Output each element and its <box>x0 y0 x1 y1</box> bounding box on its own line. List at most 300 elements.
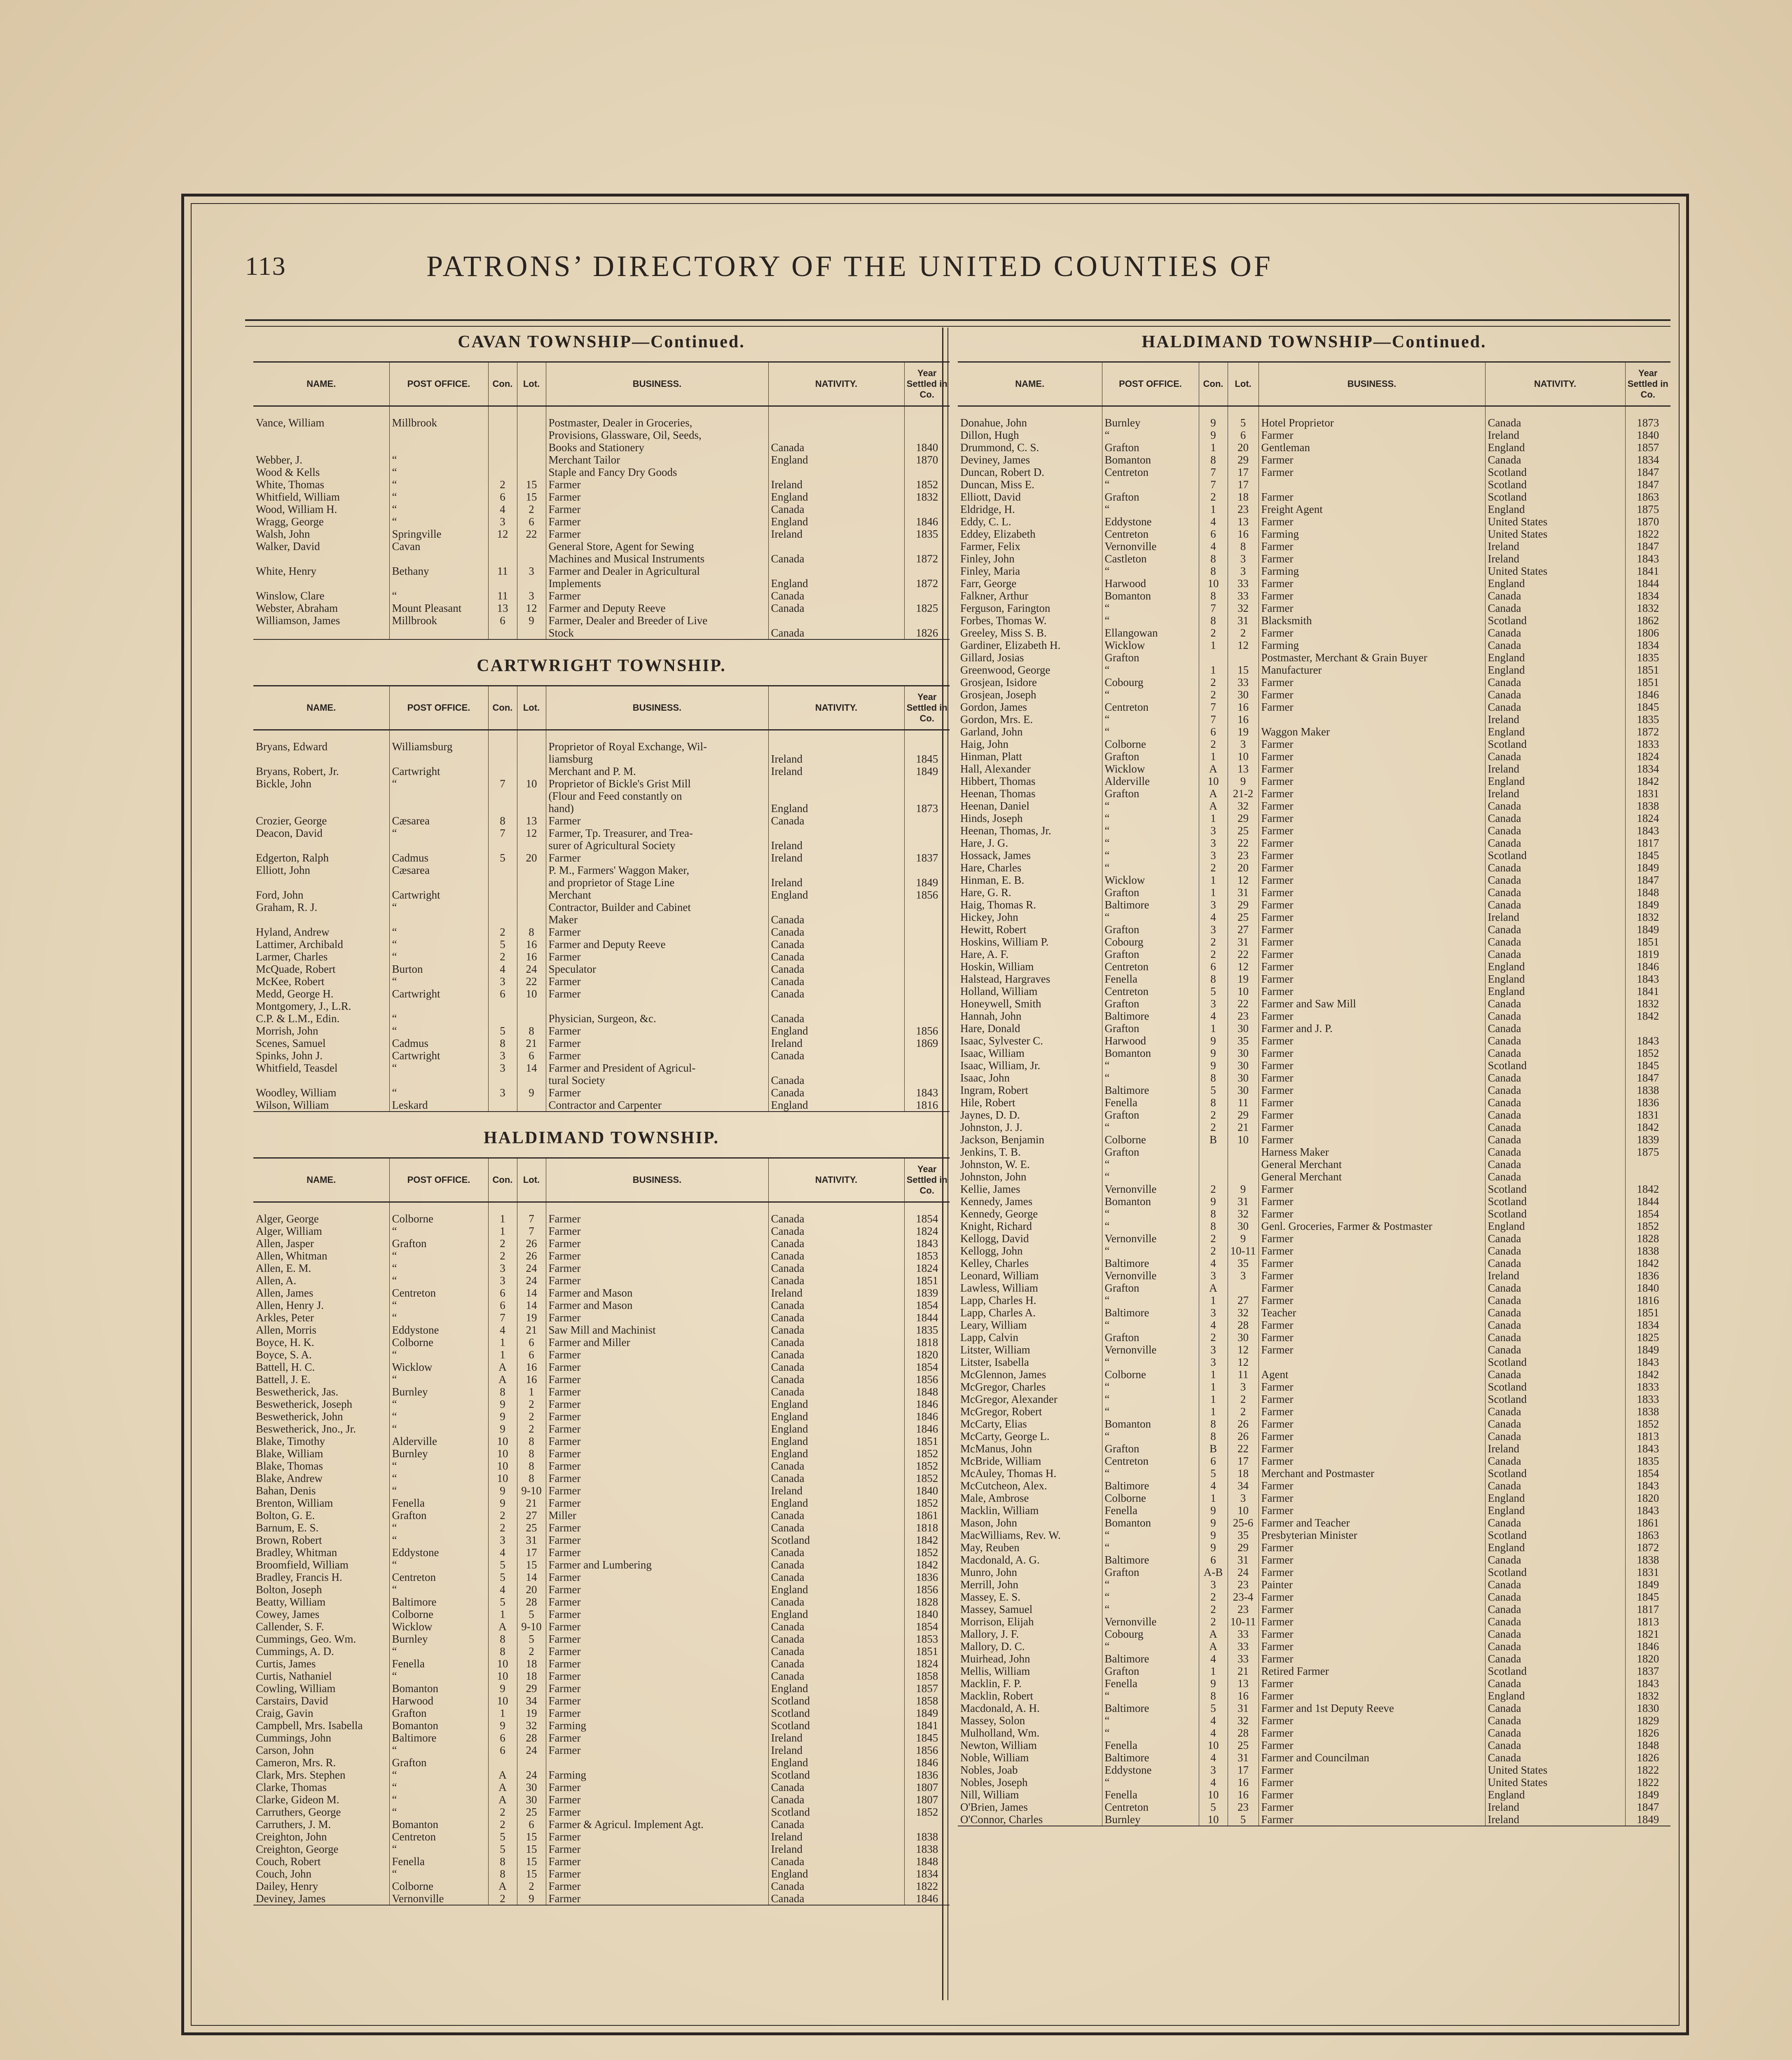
table-row <box>958 688 1670 701</box>
nativity-cell: England <box>768 1583 904 1596</box>
nativity-cell: Canada <box>1485 1628 1625 1640</box>
name-cell: C.P. & L.M., Edin. <box>256 1012 340 1025</box>
nativity-cell: Canada <box>768 950 904 963</box>
post-office-cell: “ <box>389 1225 488 1237</box>
table-row <box>958 1529 1670 1541</box>
con-cell: 3 <box>1199 824 1228 837</box>
table-row <box>958 1344 1670 1356</box>
name-cell: Graham, R. J. <box>256 901 318 913</box>
column-header-nativity: NATIVITY. <box>768 362 904 406</box>
table-row <box>253 441 950 454</box>
nativity-cell <box>768 540 904 552</box>
table-row <box>958 1517 1670 1529</box>
lot-cell: 26 <box>517 1237 546 1250</box>
table-spacer-row <box>253 406 950 417</box>
lot-cell: 9 <box>1228 1232 1259 1245</box>
year-cell <box>904 963 950 975</box>
year-cell <box>904 790 950 802</box>
lot-cell: 14 <box>517 1571 546 1583</box>
post-office-cell: Centreton <box>1102 466 1199 478</box>
post-office-cell: Centreton <box>1102 985 1199 997</box>
con-cell: A <box>488 1793 517 1806</box>
year-cell: 1854 <box>904 1620 950 1633</box>
business-cell: Farmer <box>546 1250 768 1262</box>
lot-cell <box>517 627 546 639</box>
year-cell: 1851 <box>1625 664 1670 676</box>
post-office-cell <box>389 627 488 639</box>
lot-cell: 10 <box>1228 1504 1259 1517</box>
nativity-cell: Canada <box>1485 874 1625 886</box>
business-cell: Farmer <box>1259 837 1485 849</box>
year-cell: 1825 <box>904 602 950 614</box>
post-office-cell: “ <box>389 1472 488 1484</box>
year-cell: 1816 <box>1625 1294 1670 1306</box>
lot-cell: 29 <box>517 1682 546 1695</box>
lot-cell <box>517 1756 546 1769</box>
name-cell <box>253 552 389 565</box>
con-cell: 8 <box>488 1386 517 1398</box>
post-office-cell: Vernonville <box>1102 1344 1199 1356</box>
con-cell: 9 <box>1199 1195 1228 1208</box>
lot-cell: 30 <box>1228 1022 1259 1035</box>
business-cell: Maker <box>546 913 768 926</box>
con-cell: 8 <box>488 1037 517 1049</box>
section-title: HALDIMAND TOWNSHIP. <box>484 1128 719 1147</box>
business-cell: Farmer <box>1259 491 1485 503</box>
business-cell: Farmer <box>546 1025 768 1037</box>
year-cell: 1834 <box>904 1868 950 1880</box>
table-row <box>958 948 1670 960</box>
post-office-cell: Burnley <box>389 1386 488 1398</box>
year-cell: 1849 <box>1625 923 1670 936</box>
spacer-cell <box>904 406 950 417</box>
name-cell: May, Reuben <box>960 1541 1020 1554</box>
con-cell: 8 <box>1199 454 1228 466</box>
year-cell: 1853 <box>904 1633 950 1645</box>
name-cell: Muirhead, John <box>960 1653 1030 1665</box>
table-row <box>958 515 1670 528</box>
year-cell: 1847 <box>1625 466 1670 478</box>
table-row <box>958 824 1670 837</box>
lot-cell <box>517 765 546 777</box>
con-cell: 4 <box>1199 1714 1228 1727</box>
business-cell: Farmer <box>546 503 768 515</box>
business-cell: Farmer <box>546 1806 768 1818</box>
post-office-cell: Baltimore <box>1102 1751 1199 1764</box>
nativity-cell: England <box>768 1756 904 1769</box>
nativity-cell: England <box>768 1608 904 1620</box>
post-office-cell: “ <box>389 1299 488 1311</box>
year-cell: 1844 <box>1625 577 1670 590</box>
table-row <box>958 1764 1670 1776</box>
year-cell: 1837 <box>1625 1665 1670 1677</box>
con-cell: 9 <box>488 1484 517 1497</box>
name-cell: Dailey, Henry <box>256 1880 318 1892</box>
table-row <box>958 590 1670 602</box>
business-cell: Farmer <box>546 1037 768 1049</box>
lot-cell: 3 <box>517 565 546 577</box>
post-office-cell: “ <box>389 1062 488 1074</box>
business-cell: Farmer <box>1259 1566 1485 1578</box>
business-cell: Farmer <box>1259 1764 1485 1776</box>
lot-cell: 8 <box>517 1460 546 1472</box>
table-row <box>253 1818 950 1831</box>
table-row <box>958 800 1670 812</box>
year-cell: 1819 <box>1625 948 1670 960</box>
name-cell: Gardiner, Elizabeth H. <box>960 639 1061 651</box>
year-cell: 1845 <box>1625 701 1670 713</box>
lot-cell: 3 <box>1228 1269 1259 1282</box>
year-cell: 1849 <box>1625 1788 1670 1801</box>
table-row <box>958 1331 1670 1344</box>
year-cell: 1846 <box>1625 688 1670 701</box>
post-office-cell: “ <box>1102 503 1199 515</box>
table-row <box>958 1677 1670 1690</box>
nativity-cell: Canada <box>1485 1455 1625 1467</box>
con-cell: 9 <box>488 1682 517 1695</box>
nativity-cell: Canada <box>1485 1035 1625 1047</box>
con-cell <box>488 1012 517 1025</box>
lot-cell <box>517 839 546 852</box>
column-header-lot: Lot. <box>517 686 546 730</box>
table-header-row <box>253 1158 950 1202</box>
column-header-post-office: POST OFFICE. <box>389 686 488 730</box>
lot-cell: 32 <box>1228 1714 1259 1727</box>
con-cell: 2 <box>1199 1183 1228 1195</box>
lot-cell: 13 <box>1228 763 1259 775</box>
table-row <box>958 1220 1670 1232</box>
lot-cell: 16 <box>517 938 546 950</box>
nativity-cell: Canada <box>768 1373 904 1386</box>
table-header-row <box>253 362 950 406</box>
name-cell: McCarty, Elias <box>960 1418 1027 1430</box>
name-cell: Bryans, Robert, Jr. <box>256 765 339 777</box>
con-cell: 7 <box>1199 478 1228 491</box>
nativity-cell: Canada <box>1485 1615 1625 1628</box>
con-cell: 6 <box>488 988 517 1000</box>
year-cell: 1852 <box>1625 1418 1670 1430</box>
lot-cell: 9 <box>517 1892 546 1905</box>
business-cell: Postmaster, Merchant & Grain Buyer <box>1259 651 1485 664</box>
year-cell: 1873 <box>904 802 950 815</box>
column-header-year-settled: Year Settled in Co. <box>904 686 950 730</box>
post-office-cell: Colborne <box>389 1213 488 1225</box>
con-cell: 7 <box>1199 701 1228 713</box>
lot-cell: 30 <box>1228 1331 1259 1344</box>
table-row <box>958 701 1670 713</box>
post-office-cell: “ <box>389 938 488 950</box>
year-cell: 1833 <box>1625 738 1670 750</box>
business-cell: Retired Farmer <box>1259 1665 1485 1677</box>
post-office-cell: Bomanton <box>1102 1047 1199 1059</box>
year-cell: 1858 <box>904 1695 950 1707</box>
nativity-cell: Ireland <box>1485 1801 1625 1813</box>
name-cell: Kennedy, James <box>960 1195 1033 1208</box>
year-cell: 1846 <box>904 1410 950 1423</box>
business-cell: Farming <box>1259 639 1485 651</box>
table-row <box>253 1534 950 1546</box>
post-office-cell <box>389 753 488 765</box>
nativity-cell: Ireland <box>768 876 904 889</box>
lot-cell: 16 <box>1228 713 1259 726</box>
table-row <box>958 899 1670 911</box>
table-row <box>253 1596 950 1608</box>
con-cell: 2 <box>1199 1331 1228 1344</box>
year-cell: 1833 <box>1625 1381 1670 1393</box>
post-office-cell: Grafton <box>1102 651 1199 664</box>
name-cell: Crozier, George <box>256 815 327 827</box>
year-cell: 1872 <box>904 552 950 565</box>
lot-cell: 28 <box>1228 1727 1259 1739</box>
year-cell <box>904 1000 950 1012</box>
name-cell: McCarty, George L. <box>960 1430 1050 1442</box>
lot-cell <box>517 466 546 478</box>
con-cell: 2 <box>1199 936 1228 948</box>
year-cell <box>904 988 950 1000</box>
name-cell: Bradley, Francis H. <box>256 1571 342 1583</box>
nativity-cell: Scotland <box>1485 1356 1625 1368</box>
year-cell: 1849 <box>1625 861 1670 874</box>
table-row <box>253 565 950 577</box>
table-row <box>253 1546 950 1559</box>
post-office-cell: “ <box>389 1670 488 1682</box>
table-row <box>253 1695 950 1707</box>
year-cell: 1820 <box>1625 1492 1670 1504</box>
post-office-cell: Baltimore <box>389 1596 488 1608</box>
table-row <box>958 1813 1670 1826</box>
year-cell: 1838 <box>1625 1084 1670 1096</box>
post-office-cell: Centreton <box>389 1831 488 1843</box>
con-cell <box>488 1074 517 1086</box>
year-cell: 1849 <box>1625 1344 1670 1356</box>
table-row <box>958 1591 1670 1603</box>
business-cell: General Merchant <box>1259 1170 1485 1183</box>
con-cell: 7 <box>488 1311 517 1324</box>
name-cell <box>253 913 389 926</box>
con-cell: 2 <box>488 1892 517 1905</box>
table-row <box>253 876 950 889</box>
name-cell: Curtis, Nathaniel <box>256 1670 332 1682</box>
name-cell: Carruthers, J. M. <box>256 1818 331 1831</box>
name-cell: Vance, William <box>256 417 325 429</box>
post-office-cell: “ <box>1102 1529 1199 1541</box>
spacer-cell <box>488 730 517 741</box>
table-row <box>958 960 1670 973</box>
con-cell <box>488 864 517 876</box>
nativity-cell: Scotland <box>1485 1566 1625 1578</box>
lot-cell: 22 <box>1228 997 1259 1010</box>
nativity-cell: Canada <box>768 1074 904 1086</box>
table-row <box>253 950 950 963</box>
post-office-cell: “ <box>1102 1059 1199 1072</box>
table-row <box>253 627 950 639</box>
nativity-cell: Canada <box>1485 1133 1625 1146</box>
name-cell: Hare, Charles <box>960 861 1022 874</box>
year-cell: 1813 <box>1625 1430 1670 1442</box>
lot-cell: 6 <box>1228 429 1259 441</box>
con-cell: A <box>1199 1282 1228 1294</box>
post-office-cell: “ <box>389 1769 488 1781</box>
con-cell <box>488 1756 517 1769</box>
nativity-cell: Ireland <box>1485 911 1625 923</box>
year-cell: 1843 <box>1625 973 1670 985</box>
nativity-cell <box>768 790 904 802</box>
nativity-cell <box>768 614 904 627</box>
year-cell: 1831 <box>1625 1566 1670 1578</box>
nativity-cell: Canada <box>1485 701 1625 713</box>
name-cell: Heenan, Thomas <box>960 787 1036 800</box>
table-row <box>253 1435 950 1447</box>
name-cell: McQuade, Robert <box>256 963 336 975</box>
year-cell: 1836 <box>904 1769 950 1781</box>
nativity-cell: Canada <box>768 1213 904 1225</box>
business-cell: Farmer <box>1259 429 1485 441</box>
con-cell: 2 <box>1199 1245 1228 1257</box>
year-cell: 1848 <box>1625 886 1670 899</box>
con-cell: 8 <box>1199 552 1228 565</box>
lot-cell: 23 <box>1228 1010 1259 1022</box>
post-office-cell: “ <box>1102 1208 1199 1220</box>
year-cell: 1835 <box>1625 713 1670 726</box>
table-row <box>958 1368 1670 1381</box>
nativity-cell: Canada <box>1485 861 1625 874</box>
spacer-cell <box>389 406 488 417</box>
table-row <box>253 1608 950 1620</box>
lot-cell: 6 <box>517 1049 546 1062</box>
nativity-cell: Canada <box>768 552 904 565</box>
post-office-cell: Grafton <box>1102 997 1199 1010</box>
business-cell: Farmer <box>1259 1232 1485 1245</box>
spacer-cell <box>1485 406 1625 417</box>
name-cell: Hoskin, William <box>960 960 1034 973</box>
lot-cell: 32 <box>1228 1208 1259 1220</box>
year-cell: 1842 <box>1625 1257 1670 1269</box>
con-cell: 8 <box>1199 1430 1228 1442</box>
con-cell: 3 <box>488 1262 517 1274</box>
business-cell: Farmer <box>1259 800 1485 812</box>
name-cell: McBride, William <box>960 1455 1041 1467</box>
name-cell: Farr, George <box>960 577 1017 590</box>
spacer-cell <box>1228 406 1259 417</box>
con-cell: 6 <box>488 614 517 627</box>
business-cell: General Store, Agent for Sewing <box>546 540 768 552</box>
con-cell: 10 <box>1199 775 1228 787</box>
con-cell: 1 <box>488 1213 517 1225</box>
business-cell: Farmer <box>1259 985 1485 997</box>
post-office-cell: “ <box>389 1262 488 1274</box>
nativity-cell: Scotland <box>1485 1665 1625 1677</box>
lot-cell: 5 <box>517 1608 546 1620</box>
con-cell: 9 <box>488 1398 517 1410</box>
table-row <box>253 839 950 852</box>
nativity-cell: Ireland <box>1485 713 1625 726</box>
nativity-cell: Canada <box>768 1522 904 1534</box>
table-row <box>958 874 1670 886</box>
name-cell: Hinman, Platt <box>960 750 1022 763</box>
nativity-cell: England <box>768 1025 904 1037</box>
nativity-cell: Canada <box>768 1262 904 1274</box>
nativity-cell: Canada <box>768 1793 904 1806</box>
name-cell: Kellogg, David <box>960 1232 1029 1245</box>
year-cell: 1840 <box>904 1484 950 1497</box>
post-office-cell: Colborne <box>389 1880 488 1892</box>
nativity-cell: Canada <box>1485 1331 1625 1344</box>
lot-cell: 31 <box>1228 1195 1259 1208</box>
post-office-cell: Vernonville <box>1102 540 1199 552</box>
post-office-cell: Grafton <box>1102 491 1199 503</box>
post-office-cell: Harwood <box>1102 577 1199 590</box>
nativity-cell: England <box>1485 726 1625 738</box>
post-office-cell: Eddystone <box>1102 1764 1199 1776</box>
business-cell: Farmer <box>1259 874 1485 886</box>
nativity-cell: England <box>768 577 904 590</box>
name-cell: Hare, A. F. <box>960 948 1009 960</box>
business-cell: Saw Mill and Machinist <box>546 1324 768 1336</box>
lot-cell: 17 <box>1228 466 1259 478</box>
lot-cell <box>517 1074 546 1086</box>
year-cell: 1838 <box>1625 1405 1670 1418</box>
table-row <box>253 1012 950 1025</box>
nativity-cell: Canada <box>1485 1158 1625 1170</box>
business-cell: Farmer and Deputy Reeve <box>546 938 768 950</box>
name-cell: Hare, G. R. <box>960 886 1011 899</box>
column-header-business: BUSINESS. <box>546 1158 768 1202</box>
lot-cell: 15 <box>517 1843 546 1855</box>
nativity-cell: Scotland <box>768 1719 904 1732</box>
name-cell: Jackson, Benjamin <box>960 1133 1044 1146</box>
section-gap <box>253 640 950 655</box>
table-row <box>253 975 950 988</box>
nativity-cell: Canada <box>768 1657 904 1670</box>
con-cell: 2 <box>488 926 517 938</box>
table-row <box>958 1653 1670 1665</box>
post-office-cell: Colborne <box>389 1608 488 1620</box>
lot-cell: 15 <box>517 1559 546 1571</box>
business-cell: Proprietor of Bickle's Grist Mill <box>546 777 768 790</box>
lot-cell: 16 <box>1228 1690 1259 1702</box>
table-row <box>958 1640 1670 1653</box>
business-cell: Farmer <box>546 478 768 491</box>
con-cell: 4 <box>488 963 517 975</box>
nativity-cell: Scotland <box>768 1534 904 1546</box>
lot-cell: 33 <box>1228 1628 1259 1640</box>
business-cell: Farmer <box>1259 1541 1485 1554</box>
column-header-business: BUSINESS. <box>1259 362 1485 406</box>
post-office-cell: “ <box>1102 429 1199 441</box>
name-cell: Ingram, Robert <box>960 1084 1028 1096</box>
year-cell: 1824 <box>904 1225 950 1237</box>
con-cell: 4 <box>1199 515 1228 528</box>
nativity-cell <box>768 417 904 429</box>
post-office-cell: “ <box>389 1583 488 1596</box>
con-cell: 1 <box>1199 441 1228 454</box>
table-row <box>253 988 950 1000</box>
post-office-cell <box>389 802 488 815</box>
table-row <box>253 1000 950 1012</box>
directory-table <box>253 1157 950 1906</box>
column-header-nativity: NATIVITY. <box>1485 362 1625 406</box>
business-cell: Farmer <box>1259 1591 1485 1603</box>
year-cell: 1849 <box>904 765 950 777</box>
con-cell: 1 <box>488 1707 517 1719</box>
year-cell <box>904 975 950 988</box>
name-cell: Couch, John <box>256 1868 311 1880</box>
lot-cell: 7 <box>517 1213 546 1225</box>
name-cell: Bryans, Edward <box>256 740 328 753</box>
name-cell: Hare, J. G. <box>960 837 1008 849</box>
spacer-cell <box>253 730 389 741</box>
nativity-cell: Canada <box>1485 1257 1625 1269</box>
